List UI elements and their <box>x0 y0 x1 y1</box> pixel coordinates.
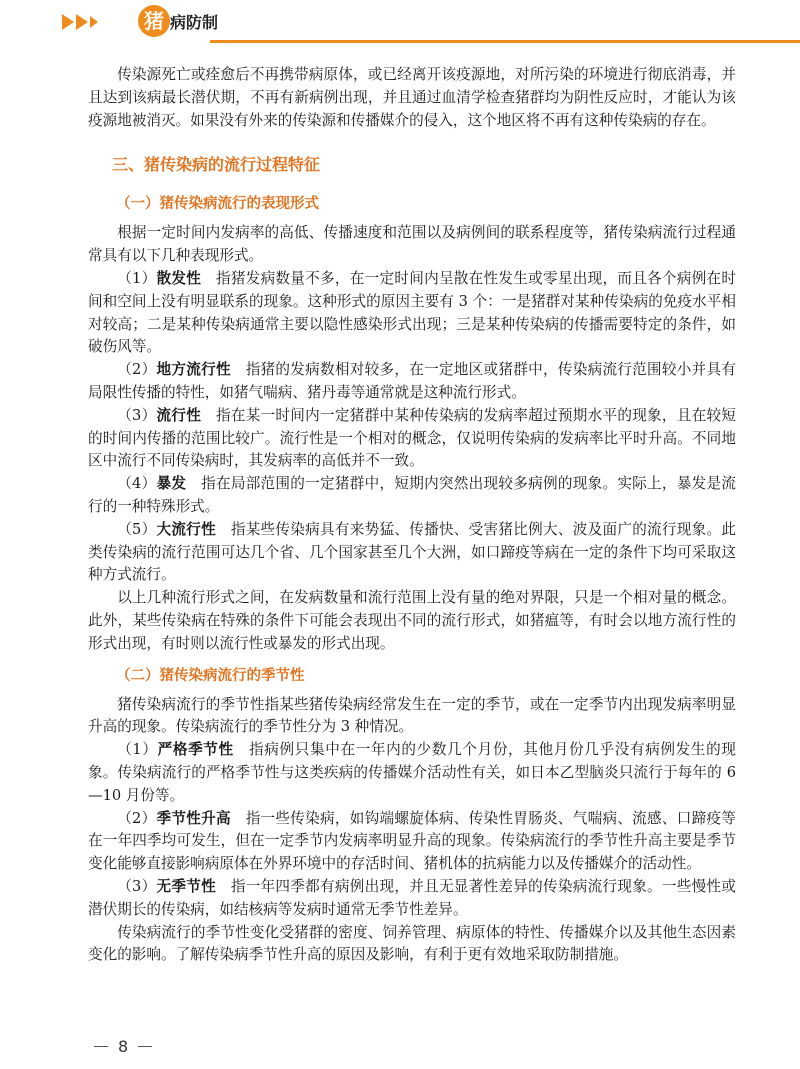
list-item: （2）地方流行性 指猪的发病数相对较多，在一定地区或猪群中，传染病流行范围较小并具有局限性传播的特性，如猪气喘病、猪丹毒等通常就是这种流行形式。 <box>88 361 736 401</box>
list-item: （3）流行性 指在某一时间内一定猪群中某种传染病的发病率超过预期水平的现象，且在较短的时间内传播的范围比较广。流行性是一个相对的概念，仅说明传染病的发病率比平时升高。不同地区中流行不同传染病时，其发病率的高低并不一致。 <box>88 406 736 470</box>
list-item: （5）大流行性 指某些传染病具有来势猛、传播快、受害猪比例大、波及面广的流行现象。此类传染病的流行范围可达几个省、几个国家甚至几个大洲，如口蹄疫等病在一定的条件下均可采取这种方式流行。 <box>88 520 736 584</box>
list-item: （2）季节性升高 指一些传染病，如钩端螺旋体病、传染性胃肠炎、气喘病、流感、口蹄疫等在一年四季均可发生，但在一定季节内发病率明显升高的现象。传染病流行的季节性升高主要是季节变化能够直接影响病原体在外界环境中的存活时间、猪机体的抗病能力以及传播媒介的活动性。 <box>88 809 736 873</box>
item-term: 无季节性 <box>156 877 216 895</box>
footer-dash-left <box>94 1046 108 1047</box>
item-term: 严格季节性 <box>157 741 234 759</box>
page-content <box>88 64 736 967</box>
list-item: （1）严格季节性 指病例只集中在一年内的少数几个月份，其他月份几乎没有病例发生的现象。传染病流行的严格季节性与这类疾病的传播媒介活动性有关，如日本乙型脑炎只流行于每年的 6—10 月份等。 <box>88 741 736 804</box>
header-title: 病防制 <box>170 13 219 32</box>
page-number: 8 <box>118 1037 129 1056</box>
intro-paragraph: 传染源死亡或痊愈后不再携带病原体，或已经离开该疫源地，对所污染的环境进行彻底消毒，并且达到该病最长潜伏期，不再有新病例出现，并且通过血清学检查猪群均为阴性反应时，才能认为该疫源地被消灭。如果没有外来的传染源和传播媒介的侵入，这个地区将不再有这种传染病的存在。 <box>88 66 736 129</box>
item-term: 暴发 <box>156 475 187 493</box>
subsection-2-outro: 传染病流行的季节性变化受猪群的密度、饲养管理、病原体的特性、传播媒介以及其他生态因素变化的影响。了解传染病季节性升高的原因及影响，有利于更有效地采取防制措施。 <box>88 923 736 964</box>
item-term: 散发性 <box>156 269 202 287</box>
footer-dash-right <box>138 1046 152 1047</box>
subsection-1-intro: 根据一定时间内发病率的高低、传播速度和范围以及病例间的联系程度等，猪传染病流行过程通常具有以下几种表现形式。 <box>88 224 736 265</box>
page-header <box>0 0 800 48</box>
list-item: （1）散发性 指猪发病数量不多，在一定时间内呈散在性发生或零星出现，而且各个病例在时间和空间上没有明显联系的现象。这种形式的原因主要有 3 个：一是猪群对某种传染病的免疫水平相对较高；二是某种传染病通常主要以隐性感染形式出现；三是某种传染病的传播需要特定的条件，如破伤风等。 <box>88 269 736 356</box>
subsection-title-2: （二）猪传染病流行的季节性 <box>116 667 305 684</box>
list-item: （4）暴发 指在局部范围的一定猪群中，短期内突然出现较多病例的现象。实际上，暴发是流行的一种特殊形式。 <box>88 475 736 515</box>
subsection-title-1: （一）猪传染病流行的表现形式 <box>116 196 319 213</box>
subsection-1-outro: 以上几种流行形式之间，在发病数量和流行范围上没有量的绝对界限，只是一个相对量的概念。此外，某些传染病在特殊的条件下可能会表现出不同的流行形式，如猪瘟等，有时会以地方流行性的形式出现，有时则以流行性或暴发的形式出现。 <box>88 589 736 652</box>
item-term: 大流行性 <box>156 520 216 538</box>
item-term: 季节性升高 <box>156 809 231 827</box>
header-logo-char: 猪 <box>138 5 170 37</box>
page-footer <box>94 1037 152 1056</box>
subsection-2-intro: 猪传染病流行的季节性指某些猪传染病经常发生在一定的季节，或在一定季节内出现发病率明显升高的现象。传染病流行的季节性分为 3 种情况。 <box>88 695 736 736</box>
list-item: （3）无季节性 指一年四季都有病例出现，并且无显著性差异的传染病流行现象。一些慢性或潜伏期长的传染病，如结核病等发病时通常无季节性差异。 <box>88 877 736 918</box>
item-term: 地方流行性 <box>156 361 231 379</box>
header-arrows-icon <box>62 14 98 30</box>
item-term: 流行性 <box>156 406 202 424</box>
section-title: 三、猪传染病的流行过程特征 <box>112 155 321 175</box>
